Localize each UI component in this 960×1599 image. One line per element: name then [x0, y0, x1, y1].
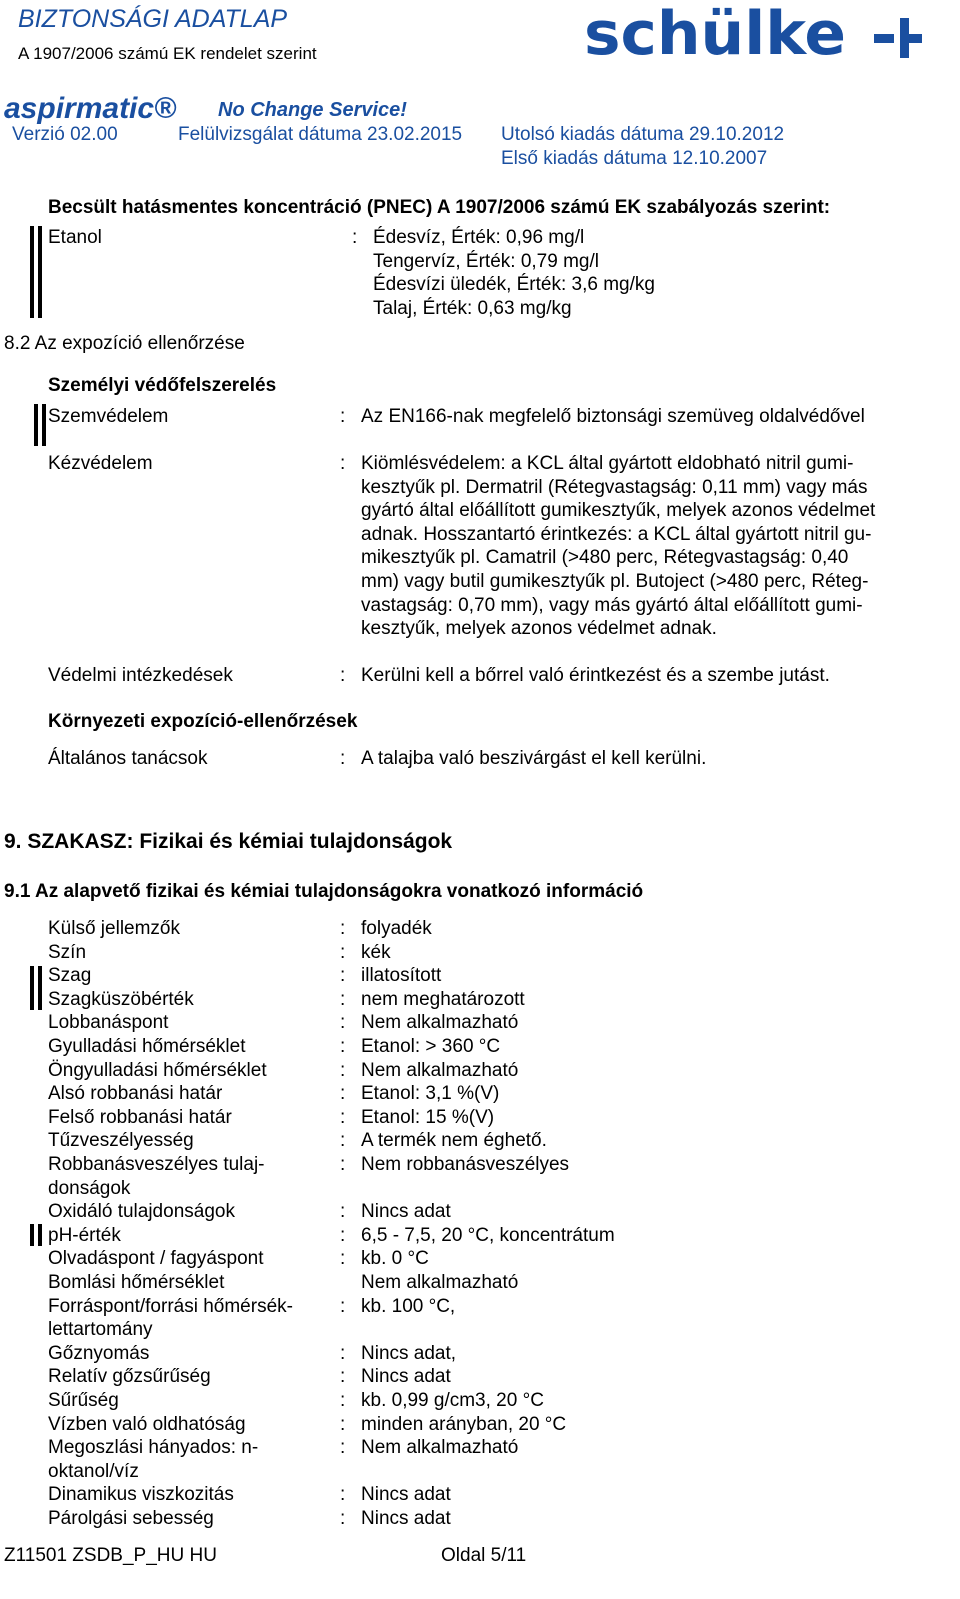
- property-row: [48, 1436, 928, 1482]
- logo-symbol-icon: [874, 18, 922, 58]
- separator-colon: :: [340, 406, 346, 427]
- separator-colon: :: [340, 748, 346, 769]
- property-name-line: Dinamikus viszkozitás: [48, 1484, 234, 1506]
- property-name: [48, 1483, 328, 1507]
- revision-bar: [42, 404, 46, 446]
- separator-colon: :: [340, 918, 346, 939]
- property-row: [48, 1247, 928, 1271]
- revision-bar: [38, 1224, 42, 1246]
- property-row: [48, 1153, 928, 1199]
- general-advice-label: Általános tanácsok: [48, 748, 208, 769]
- property-name: [48, 941, 328, 965]
- property-row: [48, 1106, 928, 1130]
- section-9-heading: 9. SZAKASZ: Fizikai és kémiai tulajdonságok: [4, 830, 453, 853]
- separator-colon: :: [340, 1508, 346, 1529]
- property-value: 6,5 - 7,5, 20 °C, koncentrátum: [361, 1224, 615, 1246]
- property-value: folyadék: [361, 918, 432, 939]
- property-name: [48, 1200, 328, 1224]
- property-value: A termék nem éghető.: [361, 1130, 547, 1152]
- property-name-line: pH-érték: [48, 1224, 121, 1246]
- separator-colon: :: [340, 1036, 346, 1057]
- property-name-line: Szag: [48, 965, 92, 987]
- pnec-value: Tengervíz, Érték: 0,79 mg/l: [373, 251, 599, 272]
- hand-protection-line: vastagság: 0,70 mm), vagy más gyártó által előállított gumi-: [361, 595, 863, 616]
- protective-measures-value: Kerülni kell a bőrrel való érintkezést és a szembe jutást.: [361, 665, 830, 686]
- document-title: BIZTONSÁGI ADATLAP: [18, 5, 288, 33]
- version: Verzió 02.00: [12, 124, 118, 145]
- property-name-line: Bomlási hőmérséklet: [48, 1272, 225, 1293]
- property-value: kb. 0 °C: [361, 1248, 429, 1270]
- revision-bar: [38, 966, 42, 1010]
- pnec-value: Talaj, Érték: 0,63 mg/kg: [373, 298, 572, 319]
- eye-protection-value: Az EN166-nak megfelelő biztonsági szemüveg oldalvédővel: [361, 406, 865, 427]
- separator-colon: :: [340, 1366, 346, 1388]
- property-name: [48, 1413, 328, 1437]
- property-name-line: Párolgási sebesség: [48, 1508, 214, 1529]
- property-name: [48, 1106, 328, 1130]
- property-name-line: Oxidáló tulajdonságok: [48, 1201, 235, 1223]
- property-row: [48, 917, 928, 941]
- separator-colon: :: [340, 453, 346, 474]
- property-row: [48, 1342, 928, 1366]
- property-value: Nem alkalmazható: [361, 1012, 519, 1034]
- property-row: [48, 1200, 928, 1224]
- regulation-subtitle: A 1907/2006 számú EK rendelet szerint: [18, 44, 317, 63]
- property-name-line: Forráspont/forrási hőmérsék-: [48, 1295, 293, 1317]
- separator-colon: :: [340, 1390, 346, 1411]
- separator-colon: :: [340, 665, 346, 686]
- property-value: kék: [361, 941, 391, 963]
- separator-colon: :: [340, 1201, 346, 1223]
- separator-colon: :: [340, 1130, 346, 1152]
- revision-bar: [34, 404, 38, 446]
- property-value: Nem robbanásveszélyes: [361, 1154, 570, 1175]
- property-value: Etanol: > 360 °C: [361, 1036, 501, 1057]
- hand-protection-label: Kézvédelem: [48, 453, 153, 474]
- property-value: Nincs adat: [361, 1201, 451, 1223]
- last-issue-date: Utolsó kiadás dátuma 29.10.2012: [501, 124, 785, 145]
- pnec-heading: Becsült hatásmentes koncentráció (PNEC) A 1907/2006 számú EK szabályozás szerint:: [48, 197, 831, 218]
- property-name: [48, 1436, 328, 1483]
- property-name: [48, 1342, 328, 1366]
- separator-colon: :: [340, 1012, 346, 1034]
- separator-colon: :: [340, 988, 346, 1010]
- property-name-line: donságok: [48, 1177, 131, 1199]
- property-name-line: lettartomány: [48, 1319, 153, 1341]
- hand-protection-line: kesztyűk, melyek azonos védelmet adnak.: [361, 618, 717, 639]
- property-value: Nincs adat: [361, 1366, 451, 1388]
- property-value: Nincs adat: [361, 1508, 451, 1529]
- property-name-line: Lobbanáspont: [48, 1012, 169, 1034]
- property-value: Etanol: 3,1 %(V): [361, 1083, 500, 1105]
- revision-bar: [30, 1224, 34, 1246]
- section-8-2-heading: 8.2 Az expozíció ellenőrzése: [4, 333, 245, 354]
- hand-protection-line: adnak. Hosszantartó érintkezés: a KCL által gyártott nitril gu-: [361, 524, 872, 545]
- revision-bar: [38, 226, 42, 318]
- pnec-value: Édesvíz, Érték: 0,96 mg/l: [373, 227, 585, 248]
- property-row: [48, 988, 928, 1012]
- property-name-line: Relatív gőzsűrűség: [48, 1366, 211, 1388]
- section-9-1-heading: 9.1 Az alapvető fizikai és kémiai tulajdonságokra vonatkozó információ: [4, 881, 644, 902]
- property-name: [48, 1271, 328, 1295]
- environmental-heading: Környezeti expozíció-ellenőrzések: [48, 711, 358, 732]
- hand-protection-line: kesztyűk pl. Dermatril (Rétegvastagság: 0,11 mm) vagy más: [361, 477, 868, 498]
- property-row: [48, 1483, 928, 1507]
- separator-colon: :: [340, 941, 346, 963]
- hand-protection-line: Kiömlésvédelem: a KCL által gyártott eldobható nitril gumi-: [361, 453, 854, 474]
- property-row: [48, 964, 928, 988]
- separator-colon: :: [340, 1437, 346, 1459]
- separator-colon: :: [340, 1342, 346, 1364]
- property-row: [48, 1224, 928, 1248]
- property-row: [48, 1365, 928, 1389]
- logo-wordmark: schülke: [584, 6, 846, 62]
- property-name-line: Szín: [48, 941, 87, 963]
- property-name: [48, 1365, 328, 1389]
- pnec-value: Édesvízi üledék, Érték: 3,6 mg/kg: [373, 274, 655, 295]
- property-name-line: oktanol/víz: [48, 1460, 139, 1482]
- property-name-line: Gőznyomás: [48, 1342, 150, 1364]
- property-row: [48, 1271, 928, 1295]
- revision-bar: [30, 966, 34, 1010]
- property-name: [48, 988, 328, 1012]
- separator-colon: :: [340, 965, 346, 987]
- separator-colon: :: [340, 1059, 346, 1081]
- property-name-line: Robbanásveszélyes tulaj-: [48, 1154, 265, 1175]
- first-issue-date: Első kiadás dátuma 12.10.2007: [501, 148, 768, 169]
- property-name-line: Külső jellemzők: [48, 918, 180, 939]
- property-name-line: Sűrűség: [48, 1390, 119, 1411]
- property-name: [48, 1247, 328, 1271]
- property-name-line: Olvadáspont / fagyáspont: [48, 1248, 264, 1270]
- separator-colon: :: [340, 1484, 346, 1506]
- property-row: [48, 941, 928, 965]
- property-name-line: Tűzveszélyesség: [48, 1130, 194, 1152]
- property-name-line: Gyulladási hőmérséklet: [48, 1036, 246, 1057]
- property-row: [48, 1413, 928, 1437]
- separator-colon: :: [340, 1106, 346, 1128]
- property-name-line: Vízben való oldhatóság: [48, 1413, 246, 1435]
- property-row: [48, 1295, 928, 1341]
- separator-colon: :: [340, 1083, 346, 1105]
- separator-colon: :: [340, 1224, 346, 1246]
- property-name: [48, 1129, 328, 1153]
- property-name-line: Alsó robbanási határ: [48, 1083, 223, 1105]
- property-row: [48, 1011, 928, 1035]
- general-advice-value: A talajba való beszivárgást el kell kerülni.: [361, 748, 707, 769]
- property-name-line: Öngyulladási hőmérséklet: [48, 1059, 267, 1081]
- property-name: [48, 1011, 328, 1035]
- property-row: [48, 1059, 928, 1083]
- property-name-line: Felső robbanási határ: [48, 1106, 232, 1128]
- property-name: [48, 964, 328, 988]
- property-name: [48, 917, 328, 941]
- revision-bar: [30, 226, 34, 318]
- property-row: [48, 1389, 928, 1413]
- property-value: nem meghatározott: [361, 988, 525, 1010]
- property-value: Nem alkalmazható: [361, 1059, 519, 1081]
- property-row: [48, 1082, 928, 1106]
- eye-protection-label: Szemvédelem: [48, 406, 169, 427]
- product-name: aspirmatic®: [4, 92, 177, 125]
- footer-doc-id: Z11501 ZSDB_P_HU HU: [4, 1545, 217, 1566]
- property-row: [48, 1035, 928, 1059]
- property-value: kb. 100 °C,: [361, 1295, 456, 1317]
- footer-page-number: Oldal 5/11: [441, 1545, 527, 1566]
- hand-protection-line: gyártó által előállított gumikesztyűk, melyek azonos védelmet: [361, 500, 876, 521]
- hand-protection-line: mm) vagy butil gumikesztyűk pl. Butoject (>480 perc, Réteg-: [361, 571, 869, 592]
- property-name: [48, 1224, 328, 1248]
- pnec-substance: Etanol: [48, 227, 102, 248]
- hand-protection-line: mikesztyűk pl. Camatril (>480 perc, Rétegvastagság: 0,40: [361, 547, 849, 568]
- separator-colon: :: [340, 1248, 346, 1270]
- property-name: [48, 1082, 328, 1106]
- property-value: Etanol: 15 %(V): [361, 1106, 495, 1128]
- property-name: [48, 1059, 328, 1083]
- separator-colon: :: [340, 1413, 346, 1435]
- property-name: [48, 1035, 328, 1059]
- property-value: kb. 0,99 g/cm3, 20 °C: [361, 1390, 544, 1411]
- property-value: Nincs adat: [361, 1484, 451, 1506]
- property-name: [48, 1153, 328, 1200]
- property-name: [48, 1507, 328, 1531]
- property-value: Nem alkalmazható: [361, 1437, 519, 1459]
- property-value: Nincs adat,: [361, 1342, 457, 1364]
- property-value: minden arányban, 20 °C: [361, 1413, 567, 1435]
- ppe-heading: Személyi védőfelszerelés: [48, 375, 277, 396]
- separator-colon: :: [340, 1295, 346, 1317]
- revision-date: Felülvizsgálat dátuma 23.02.2015: [178, 124, 463, 145]
- property-value: Nem alkalmazható: [361, 1272, 519, 1293]
- separator-colon: :: [340, 1154, 346, 1175]
- property-name: [48, 1389, 328, 1413]
- property-name: [48, 1295, 328, 1342]
- no-change-service: No Change Service!: [218, 99, 407, 121]
- separator-colon: :: [352, 227, 358, 248]
- property-row: [48, 1507, 928, 1531]
- protective-measures-label: Védelmi intézkedések: [48, 665, 233, 686]
- schulke-logo: [584, 6, 934, 62]
- property-name-line: Megoszlási hányados: n-: [48, 1437, 259, 1459]
- property-value: illatosított: [361, 965, 442, 987]
- property-row: [48, 1129, 928, 1153]
- property-name-line: Szagküszöbérték: [48, 988, 194, 1010]
